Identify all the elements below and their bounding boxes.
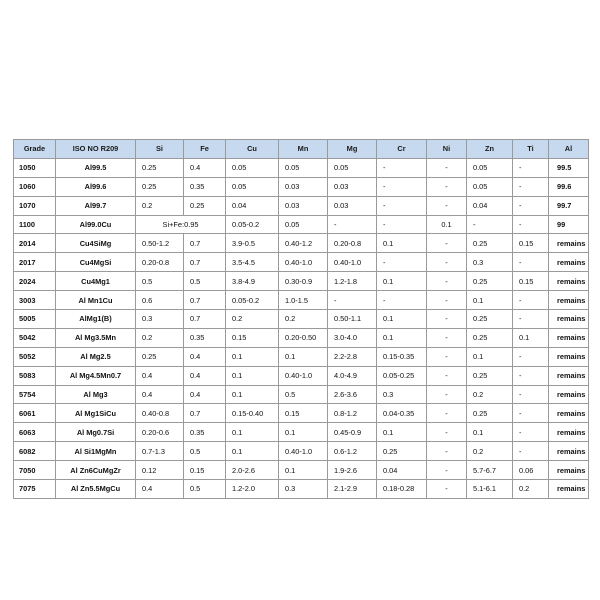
si-cell: 0.40-0.8 [136, 404, 184, 423]
si-cell: 0.4 [136, 366, 184, 385]
ti-cell: - [513, 158, 549, 177]
al-cell: remains [549, 347, 589, 366]
ni-cell: - [427, 366, 467, 385]
si-cell: 0.3 [136, 310, 184, 329]
fe-cell: 0.35 [184, 423, 226, 442]
iso-cell: Al99.7 [56, 196, 136, 215]
fe-cell: 0.4 [184, 366, 226, 385]
iso-cell: Al99.0Cu [56, 215, 136, 234]
ni-cell: - [427, 272, 467, 291]
alloy-composition-sheet [13, 139, 588, 499]
si-cell: 0.20-0.6 [136, 423, 184, 442]
ti-cell: 0.15 [513, 234, 549, 253]
cr-cell: 0.1 [377, 310, 427, 329]
grade-cell: 3003 [14, 291, 56, 310]
al-cell: remains [549, 404, 589, 423]
iso-cell: AlMg1(B) [56, 310, 136, 329]
mg-cell: 2.6-3.6 [328, 385, 377, 404]
table-row [14, 272, 589, 291]
table-row [14, 404, 589, 423]
table-row [14, 291, 589, 310]
al-cell: remains [549, 480, 589, 499]
mn-cell: 0.40-1.2 [279, 234, 328, 253]
fe-cell: 0.5 [184, 480, 226, 499]
cr-cell: 0.3 [377, 385, 427, 404]
fe-cell: 0.4 [184, 158, 226, 177]
ti-cell: - [513, 442, 549, 461]
mn-cell: 1.0-1.5 [279, 291, 328, 310]
cr-cell: - [377, 215, 427, 234]
si-fe-combined-cell: Si+Fe:0.95 [136, 215, 226, 234]
column-header-al: Al [549, 140, 589, 159]
mn-cell: 0.40-1.0 [279, 366, 328, 385]
ti-cell: - [513, 196, 549, 215]
zn-cell: 5.1-6.1 [467, 480, 513, 499]
iso-cell: Cu4Mg1 [56, 272, 136, 291]
ni-cell: - [427, 442, 467, 461]
cu-cell: 0.1 [226, 385, 279, 404]
mg-cell: 2.1-2.9 [328, 480, 377, 499]
grade-cell: 1050 [14, 158, 56, 177]
iso-cell: Al Mg3.5Mn [56, 328, 136, 347]
fe-cell: 0.35 [184, 328, 226, 347]
column-header-cr: Cr [377, 140, 427, 159]
cr-cell: - [377, 158, 427, 177]
cr-cell: 0.1 [377, 272, 427, 291]
cu-cell: 0.1 [226, 347, 279, 366]
ti-cell: - [513, 366, 549, 385]
cr-cell: - [377, 177, 427, 196]
cu-cell: 0.05-0.2 [226, 215, 279, 234]
iso-cell: Al99.6 [56, 177, 136, 196]
si-cell: 0.2 [136, 328, 184, 347]
fe-cell: 0.5 [184, 442, 226, 461]
mn-cell: 0.5 [279, 385, 328, 404]
mg-cell: 1.2-1.8 [328, 272, 377, 291]
mg-cell: 0.8-1.2 [328, 404, 377, 423]
mn-cell: 0.30-0.9 [279, 272, 328, 291]
ti-cell: 0.06 [513, 461, 549, 480]
si-cell: 0.50-1.2 [136, 234, 184, 253]
ni-cell: - [427, 291, 467, 310]
al-cell: remains [549, 385, 589, 404]
al-cell: remains [549, 442, 589, 461]
cu-cell: 0.1 [226, 366, 279, 385]
cu-cell: 3.5-4.5 [226, 253, 279, 272]
zn-cell: 0.2 [467, 442, 513, 461]
al-cell: remains [549, 328, 589, 347]
column-header-si: Si [136, 140, 184, 159]
fe-cell: 0.5 [184, 272, 226, 291]
si-cell: 0.4 [136, 385, 184, 404]
al-cell: 99 [549, 215, 589, 234]
mn-cell: 0.1 [279, 347, 328, 366]
grade-cell: 5052 [14, 347, 56, 366]
zn-cell: 0.25 [467, 366, 513, 385]
mn-cell: 0.03 [279, 177, 328, 196]
table-row [14, 328, 589, 347]
al-cell: remains [549, 272, 589, 291]
iso-cell: Al Zn5.5MgCu [56, 480, 136, 499]
al-cell: 99.7 [549, 196, 589, 215]
zn-cell: 0.1 [467, 347, 513, 366]
fe-cell: 0.25 [184, 196, 226, 215]
cu-cell: 0.1 [226, 442, 279, 461]
alloy-composition-table [13, 139, 589, 499]
al-cell: remains [549, 423, 589, 442]
ti-cell: 0.15 [513, 272, 549, 291]
cu-cell: 3.8-4.9 [226, 272, 279, 291]
iso-cell: Al Mg0.7Si [56, 423, 136, 442]
fe-cell: 0.4 [184, 385, 226, 404]
ni-cell: - [427, 158, 467, 177]
table-row [14, 253, 589, 272]
zn-cell: 0.1 [467, 291, 513, 310]
cu-cell: 2.0-2.6 [226, 461, 279, 480]
table-row [14, 423, 589, 442]
ni-cell: 0.1 [427, 215, 467, 234]
mg-cell: 1.9-2.6 [328, 461, 377, 480]
mn-cell: 0.20-0.50 [279, 328, 328, 347]
iso-cell: Cu4MgSi [56, 253, 136, 272]
mn-cell: 0.40-1.0 [279, 253, 328, 272]
cr-cell: - [377, 291, 427, 310]
ni-cell: - [427, 347, 467, 366]
ti-cell: - [513, 385, 549, 404]
mg-cell: 0.40-1.0 [328, 253, 377, 272]
si-cell: 0.25 [136, 158, 184, 177]
si-cell: 0.4 [136, 480, 184, 499]
ni-cell: - [427, 234, 467, 253]
cu-cell: 0.04 [226, 196, 279, 215]
si-cell: 0.6 [136, 291, 184, 310]
grade-cell: 1070 [14, 196, 56, 215]
fe-cell: 0.4 [184, 347, 226, 366]
table-row [14, 177, 589, 196]
table-row [14, 215, 589, 234]
mg-cell: 0.05 [328, 158, 377, 177]
table-row [14, 480, 589, 499]
mn-cell: 0.2 [279, 310, 328, 329]
mg-cell: 0.20-0.8 [328, 234, 377, 253]
al-cell: remains [549, 253, 589, 272]
cu-cell: 0.05 [226, 177, 279, 196]
cr-cell: - [377, 196, 427, 215]
table-row [14, 385, 589, 404]
table-row [14, 366, 589, 385]
mg-cell: 0.50-1.1 [328, 310, 377, 329]
ni-cell: - [427, 196, 467, 215]
ni-cell: - [427, 253, 467, 272]
grade-cell: 5005 [14, 310, 56, 329]
ni-cell: - [427, 310, 467, 329]
zn-cell: 0.25 [467, 310, 513, 329]
mg-cell: 4.0-4.9 [328, 366, 377, 385]
grade-cell: 2024 [14, 272, 56, 291]
column-header-mg: Mg [328, 140, 377, 159]
ti-cell: - [513, 177, 549, 196]
zn-cell: 0.25 [467, 272, 513, 291]
al-cell: 99.5 [549, 158, 589, 177]
column-header-ni: Ni [427, 140, 467, 159]
zn-cell: 0.05 [467, 177, 513, 196]
al-cell: remains [549, 461, 589, 480]
grade-cell: 6061 [14, 404, 56, 423]
cu-cell: 0.05-0.2 [226, 291, 279, 310]
mn-cell: 0.05 [279, 215, 328, 234]
mg-cell: 0.6-1.2 [328, 442, 377, 461]
iso-cell: Al Mg3 [56, 385, 136, 404]
cu-cell: 1.2-2.0 [226, 480, 279, 499]
grade-cell: 2014 [14, 234, 56, 253]
al-cell: remains [549, 310, 589, 329]
cr-cell: 0.18-0.28 [377, 480, 427, 499]
mn-cell: 0.05 [279, 158, 328, 177]
mn-cell: 0.1 [279, 461, 328, 480]
zn-cell: 0.3 [467, 253, 513, 272]
si-cell: 0.7-1.3 [136, 442, 184, 461]
mg-cell: 0.03 [328, 196, 377, 215]
mg-cell: 2.2-2.8 [328, 347, 377, 366]
al-cell: remains [549, 234, 589, 253]
zn-cell: - [467, 215, 513, 234]
mg-cell: 3.0-4.0 [328, 328, 377, 347]
si-cell: 0.25 [136, 177, 184, 196]
zn-cell: 0.04 [467, 196, 513, 215]
grade-cell: 7075 [14, 480, 56, 499]
mn-cell: 0.1 [279, 423, 328, 442]
si-cell: 0.2 [136, 196, 184, 215]
cr-cell: 0.15-0.35 [377, 347, 427, 366]
mg-cell: 0.03 [328, 177, 377, 196]
grade-cell: 6082 [14, 442, 56, 461]
fe-cell: 0.35 [184, 177, 226, 196]
iso-cell: Al Mg1SiCu [56, 404, 136, 423]
table-row [14, 347, 589, 366]
column-header-ti: Ti [513, 140, 549, 159]
grade-cell: 5083 [14, 366, 56, 385]
mn-cell: 0.3 [279, 480, 328, 499]
mn-cell: 0.03 [279, 196, 328, 215]
table-row [14, 196, 589, 215]
cu-cell: 0.1 [226, 423, 279, 442]
cr-cell: 0.25 [377, 442, 427, 461]
column-header-zn: Zn [467, 140, 513, 159]
grade-cell: 6063 [14, 423, 56, 442]
ti-cell: - [513, 423, 549, 442]
column-header-cu: Cu [226, 140, 279, 159]
ni-cell: - [427, 461, 467, 480]
zn-cell: 0.25 [467, 404, 513, 423]
grade-cell: 5042 [14, 328, 56, 347]
si-cell: 0.20-0.8 [136, 253, 184, 272]
zn-cell: 0.25 [467, 234, 513, 253]
zn-cell: 0.2 [467, 385, 513, 404]
si-cell: 0.25 [136, 347, 184, 366]
column-header-fe: Fe [184, 140, 226, 159]
mg-cell: - [328, 215, 377, 234]
cu-cell: 0.05 [226, 158, 279, 177]
iso-cell: Al Mg4.5Mn0.7 [56, 366, 136, 385]
ti-cell: - [513, 347, 549, 366]
zn-cell: 0.1 [467, 423, 513, 442]
cr-cell: - [377, 253, 427, 272]
ni-cell: - [427, 423, 467, 442]
ti-cell: - [513, 310, 549, 329]
fe-cell: 0.7 [184, 253, 226, 272]
mg-cell: - [328, 291, 377, 310]
ni-cell: - [427, 480, 467, 499]
ni-cell: - [427, 328, 467, 347]
si-cell: 0.12 [136, 461, 184, 480]
iso-cell: Al Mn1Cu [56, 291, 136, 310]
cr-cell: 0.1 [377, 234, 427, 253]
table-body [14, 158, 589, 498]
ti-cell: - [513, 291, 549, 310]
column-header-iso-no: ISO NO R209 [56, 140, 136, 159]
mg-cell: 0.45-0.9 [328, 423, 377, 442]
al-cell: 99.6 [549, 177, 589, 196]
al-cell: remains [549, 366, 589, 385]
mn-cell: 0.15 [279, 404, 328, 423]
table-row [14, 461, 589, 480]
table-row [14, 234, 589, 253]
ni-cell: - [427, 404, 467, 423]
cr-cell: 0.1 [377, 328, 427, 347]
cu-cell: 0.15 [226, 328, 279, 347]
cr-cell: 0.04 [377, 461, 427, 480]
fe-cell: 0.7 [184, 404, 226, 423]
cr-cell: 0.04-0.35 [377, 404, 427, 423]
column-header-grade: Grade [14, 140, 56, 159]
ni-cell: - [427, 385, 467, 404]
zn-cell: 5.7-6.7 [467, 461, 513, 480]
al-cell: remains [549, 291, 589, 310]
ti-cell: - [513, 404, 549, 423]
fe-cell: 0.7 [184, 234, 226, 253]
ti-cell: - [513, 253, 549, 272]
iso-cell: Al Si1MgMn [56, 442, 136, 461]
cr-cell: 0.05-0.25 [377, 366, 427, 385]
ti-cell: 0.1 [513, 328, 549, 347]
cu-cell: 3.9-0.5 [226, 234, 279, 253]
grade-cell: 2017 [14, 253, 56, 272]
table-row [14, 158, 589, 177]
iso-cell: Al Zn6CuMgZr [56, 461, 136, 480]
grade-cell: 7050 [14, 461, 56, 480]
table-row [14, 442, 589, 461]
zn-cell: 0.25 [467, 328, 513, 347]
zn-cell: 0.05 [467, 158, 513, 177]
cu-cell: 0.2 [226, 310, 279, 329]
iso-cell: Cu4SiMg [56, 234, 136, 253]
grade-cell: 5754 [14, 385, 56, 404]
iso-cell: Al99.5 [56, 158, 136, 177]
fe-cell: 0.7 [184, 310, 226, 329]
mn-cell: 0.40-1.0 [279, 442, 328, 461]
table-header-row [14, 140, 589, 159]
grade-cell: 1100 [14, 215, 56, 234]
si-cell: 0.5 [136, 272, 184, 291]
cu-cell: 0.15-0.40 [226, 404, 279, 423]
ti-cell: 0.2 [513, 480, 549, 499]
cr-cell: 0.1 [377, 423, 427, 442]
table-row [14, 310, 589, 329]
ni-cell: - [427, 177, 467, 196]
ti-cell: - [513, 215, 549, 234]
grade-cell: 1060 [14, 177, 56, 196]
fe-cell: 0.7 [184, 291, 226, 310]
fe-cell: 0.15 [184, 461, 226, 480]
column-header-mn: Mn [279, 140, 328, 159]
iso-cell: Al Mg2.5 [56, 347, 136, 366]
